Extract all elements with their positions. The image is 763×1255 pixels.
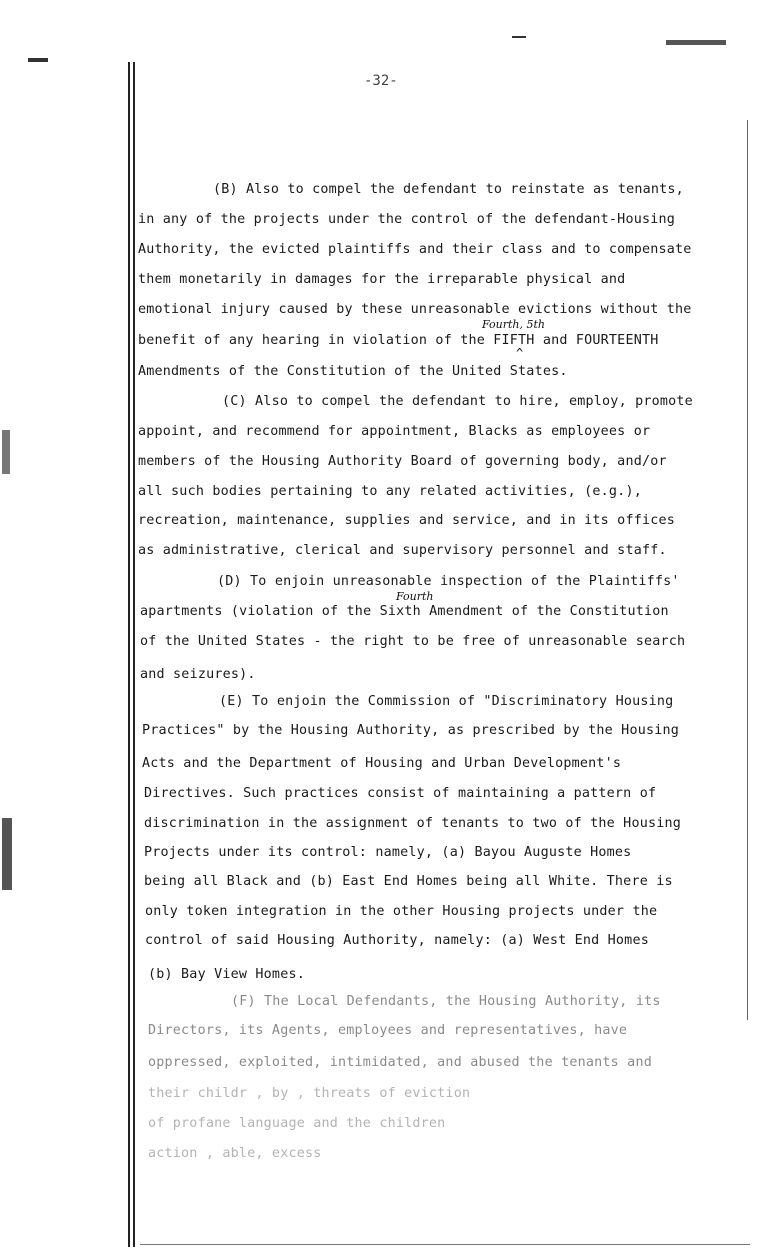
paragraph-c-line: recreation, maintenance, supplies and service, and in its offices [138, 513, 676, 528]
insertion-caret: ^ [516, 346, 524, 360]
paragraph-d-line: of the United States - the right to be free of unreasonable search [140, 634, 686, 649]
scan-speck [28, 58, 48, 62]
paragraph-e-line: discrimination in the assignment of tenants to two of the Housing [144, 816, 682, 831]
scan-speck [512, 36, 526, 38]
paragraph-c-line: (C) Also to compel the defendant to hire, employ, promote [222, 394, 693, 409]
handwritten-insert-sixth: Fourth [396, 590, 434, 603]
scan-speck [2, 818, 12, 890]
bottom-rule [140, 1244, 750, 1245]
paragraph-f-line: action , able, excess [148, 1146, 322, 1161]
margin-rule-right [747, 120, 748, 1020]
paragraph-c-line: all such bodies pertaining to any related activities, (e.g.), [138, 484, 642, 499]
paragraph-c-line: members of the Housing Authority Board of governing body, and/or [138, 454, 667, 469]
paragraph-f-line: (F) The Local Defendants, the Housing Authority, its [231, 994, 661, 1009]
paragraph-b-line: in any of the projects under the control of the defendant-Housing [138, 212, 676, 227]
margin-rule-left-1 [128, 62, 130, 1247]
paragraph-b-line: Authority, the evicted plaintiffs and their class and to compensate [138, 242, 692, 257]
paragraph-f-line: their childr , by , threats of eviction [148, 1086, 471, 1101]
scan-speck [2, 430, 10, 474]
paragraph-f-line: Directors, its Agents, employees and representatives, have [148, 1023, 628, 1038]
paragraph-d-line: (D) To enjoin unreasonable inspection of the Plaintiffs' [217, 574, 680, 589]
paragraph-b-line: (B) Also to compel the defendant to reinstate as tenants, [213, 182, 684, 197]
margin-rule-left-2 [133, 62, 135, 1247]
paragraph-e-line: (E) To enjoin the Commission of "Discriminatory Housing [219, 694, 674, 709]
paragraph-e-line: being all Black and (b) East End Homes being all White. There is [144, 874, 673, 889]
paragraph-f-line: of profane language and the children [148, 1116, 446, 1131]
scan-speck [666, 40, 726, 45]
paragraph-e-line: Practices" by the Housing Authority, as prescribed by the Housing [142, 723, 680, 738]
paragraph-b-line: emotional injury caused by these unreasonable evictions without the [138, 302, 692, 317]
paragraph-e-line: Projects under its control: namely, (a) Bayou Auguste Homes [144, 845, 632, 860]
paragraph-e-line: only token integration in the other Housing projects under the [145, 904, 658, 919]
paragraph-e-line: control of said Housing Authority, namely: (a) West End Homes [145, 933, 649, 948]
paragraph-b-line: benefit of any hearing in violation of the FIFTH and FOURTEENTH [138, 333, 659, 348]
paragraph-e-line: (b) Bay View Homes. [148, 967, 305, 982]
handwritten-insert-fifth: Fourth, 5th [482, 318, 545, 331]
paragraph-f-line: oppressed, exploited, intimidated, and abused the tenants and [148, 1055, 652, 1070]
paragraph-b-line: them monetarily in damages for the irreparable physical and [138, 272, 626, 287]
paragraph-d-line: apartments (violation of the Sixth Amendment of the Constitution [140, 604, 669, 619]
paragraph-b-line: Amendments of the Constitution of the United States. [138, 364, 568, 379]
paragraph-e-line: Directives. Such practices consist of maintaining a pattern of [144, 786, 657, 801]
paragraph-c-line: appoint, and recommend for appointment, Blacks as employees or [138, 424, 651, 439]
paragraph-e-line: Acts and the Department of Housing and Urban Development's [142, 756, 622, 771]
page-number: -32- [364, 73, 398, 89]
paragraph-d-line: and seizures). [140, 667, 256, 682]
paragraph-c-line: as administrative, clerical and supervisory personnel and staff. [138, 543, 667, 558]
